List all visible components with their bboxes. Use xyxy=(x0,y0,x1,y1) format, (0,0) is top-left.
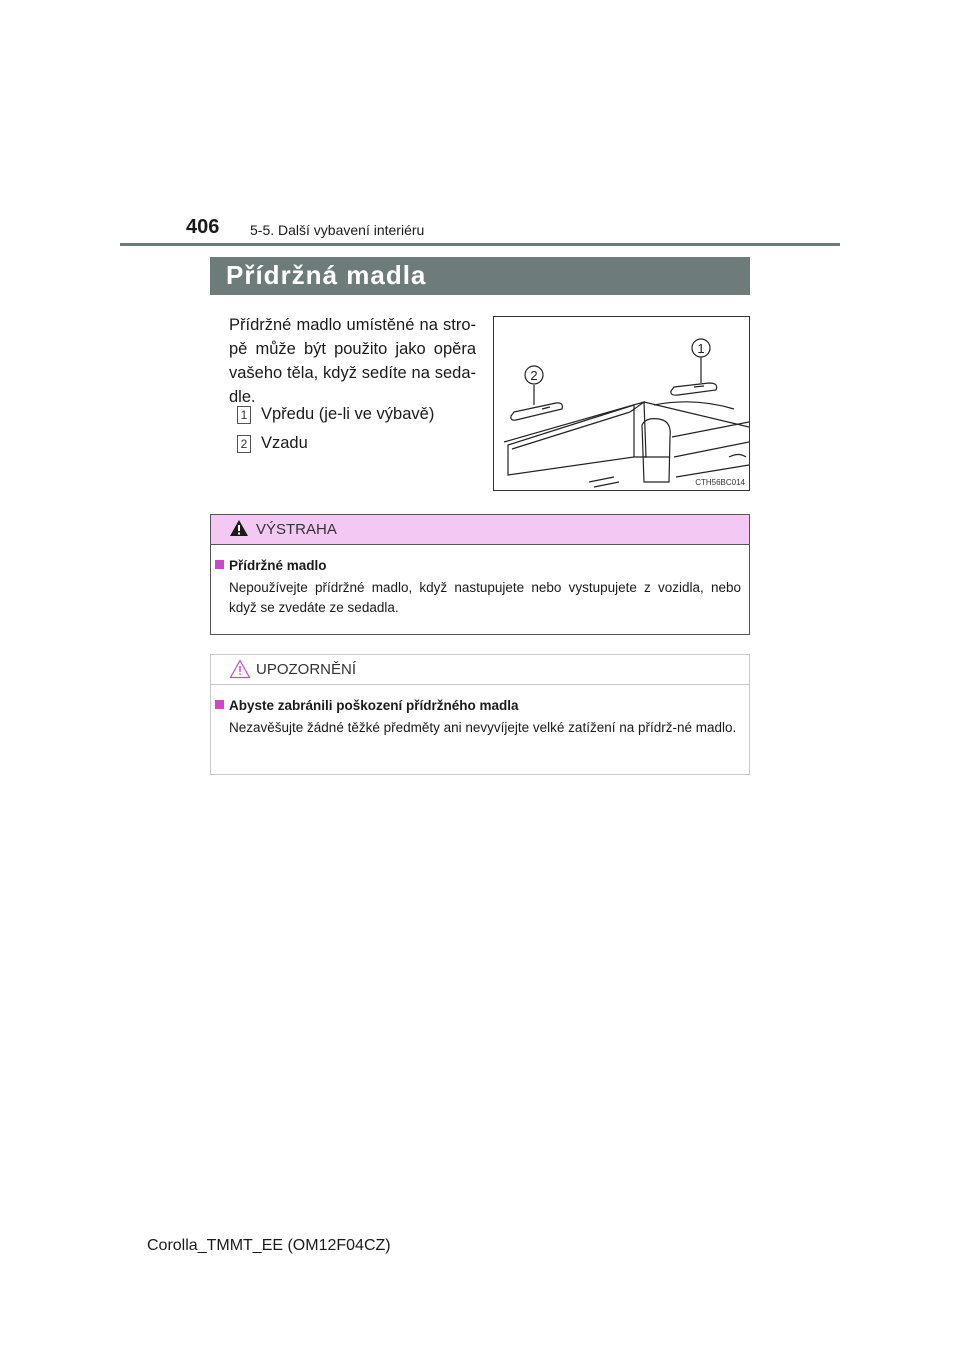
caution-triangle-icon xyxy=(229,659,251,684)
legend-number: 2 xyxy=(237,435,251,453)
grab-handle-illustration xyxy=(493,316,750,491)
section-label: 5-5. Další vybavení interiéru xyxy=(250,222,425,238)
caution-body: Nezavěšujte žádné těžké předměty ani nevyvíjejte velké zatížení na přídrž-né madlo. xyxy=(229,720,737,735)
legend-item-rear xyxy=(237,434,308,456)
warning-box xyxy=(210,514,750,635)
warning-body: Nepoužívejte přídržné madlo, když nastupujete nebo vystupujete z vozidla, nebo když se zvedáte ze sedadla. xyxy=(229,580,741,615)
caution-header xyxy=(211,655,749,685)
callout-1: 1 xyxy=(697,341,705,356)
title-bar xyxy=(210,257,750,295)
warning-label: VÝSTRAHA xyxy=(256,521,337,538)
figure-code: CTH56BC014 xyxy=(695,478,745,487)
callout-2: 2 xyxy=(530,368,538,383)
page-title: Přídržná madla xyxy=(226,260,427,290)
bullet-square-icon xyxy=(215,560,224,569)
warning-header xyxy=(211,515,749,545)
car-interior-drawing xyxy=(494,317,749,490)
bullet-square-icon xyxy=(215,700,224,709)
warning-triangle-icon xyxy=(229,519,249,542)
caution-label: UPOZORNĚNÍ xyxy=(256,661,357,678)
warning-heading xyxy=(215,558,327,573)
caution-box xyxy=(210,654,750,775)
header-rule xyxy=(120,243,840,246)
warning-heading-text: Přídržné madlo xyxy=(229,558,327,573)
intro-paragraph: Přídržné madlo umístěné na stro-pě může být použito jako opěra vašeho těla, když sedíte na seda-dle. xyxy=(229,316,476,406)
page-number: 406 xyxy=(186,216,220,238)
caution-heading-text: Abyste zabránili poškození přídržného madla xyxy=(229,698,519,713)
legend-item-front xyxy=(237,405,434,427)
caution-heading xyxy=(215,698,519,713)
legend-number: 1 xyxy=(237,406,251,424)
footer-document-id: Corolla_TMMT_EE (OM12F04CZ) xyxy=(147,1237,391,1254)
legend-label: Vzadu xyxy=(261,434,308,453)
legend-label: Vpředu (je-li ve výbavě) xyxy=(261,405,435,424)
